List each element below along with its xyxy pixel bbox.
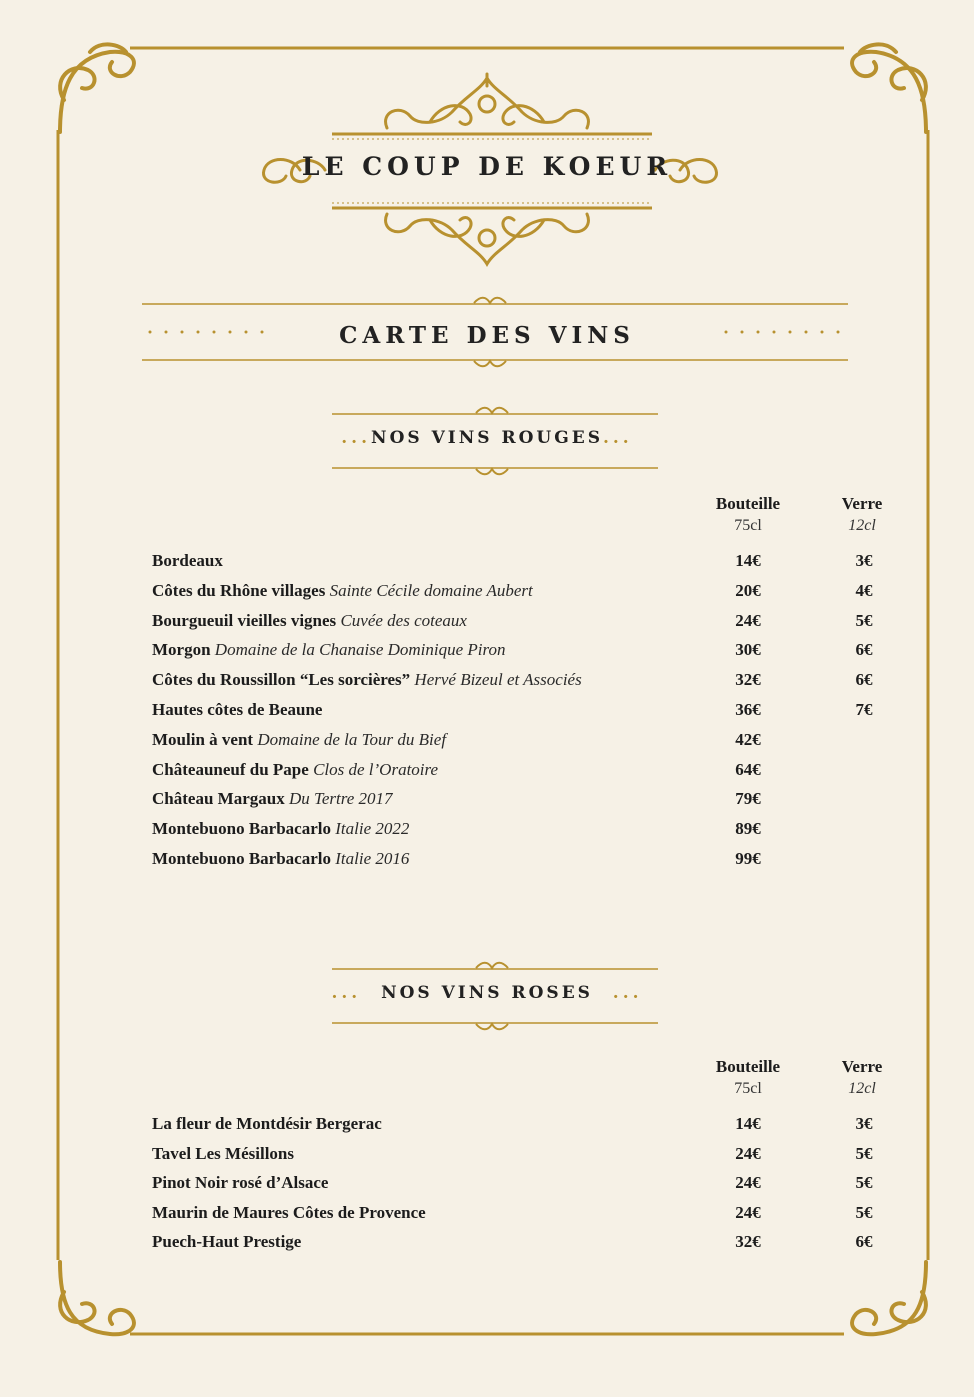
wine-name: Maurin de Maures Côtes de Provence [152, 1202, 426, 1222]
wine-name: Hautes côtes de Beaune [152, 700, 323, 719]
wine-label [152, 814, 409, 844]
wine-name: Moulin à vent [152, 729, 254, 749]
column-header-glass: Verre [841, 494, 883, 513]
wine-row [152, 1227, 892, 1257]
wine-row [152, 1109, 892, 1139]
bottle-price: 99€ [735, 849, 761, 868]
wine-detail: Du Tertre 2017 [288, 789, 393, 809]
wine-detail: Italie 2022 [335, 819, 410, 839]
wine-name: Puech-Haut Prestige [152, 1232, 302, 1251]
column-header-bottle: Bouteille [715, 1057, 781, 1076]
bottle-price: 24€ [735, 1143, 761, 1163]
wine-name: Bourgueuil vieilles vignes [152, 610, 337, 630]
wine-name: La fleur de Montdésir Bergerac [152, 1114, 382, 1133]
restaurant-name: LE COUP DE KOEUR [301, 152, 673, 181]
wine-detail: Cuvée des coteaux [340, 610, 467, 630]
wine-row [152, 844, 892, 874]
wine-label [152, 755, 438, 785]
wine-name: Pinot Noir rosé d’Alsace [152, 1173, 329, 1192]
column-header-bottle: Bouteille [715, 494, 781, 513]
wine-label [152, 1139, 294, 1169]
bottle-price: 24€ [735, 1202, 761, 1222]
wine-row [152, 814, 892, 844]
wine-row [152, 665, 892, 695]
glass-price: 3€ [855, 1114, 873, 1133]
glass-price: 5€ [855, 1202, 873, 1222]
wine-name: Tavel Les Mésillons [152, 1143, 294, 1163]
bottle-price: 64€ [735, 759, 761, 779]
column-header-glass: Verre [841, 1057, 883, 1076]
bottle-price: 14€ [735, 1114, 761, 1133]
wine-label [152, 725, 446, 755]
wine-detail: Domaine de la Tour du Bief [257, 729, 447, 749]
section-title-text: NOS VINS ROUGES [371, 428, 603, 448]
wine-label [152, 635, 506, 665]
wine-row [152, 725, 892, 755]
wine-row [152, 695, 892, 725]
wine-label [152, 1109, 382, 1139]
wine-row [152, 635, 892, 665]
bottle-price: 79€ [735, 789, 761, 809]
wine-label [152, 546, 223, 576]
section-title-rouges [0, 428, 974, 448]
wine-detail: Sainte Cécile domaine Aubert [329, 580, 533, 600]
wine-row [152, 1198, 892, 1228]
wine-row [152, 1139, 892, 1169]
menu-title: CARTE DES VINS [339, 322, 635, 349]
bottle-price: 89€ [735, 819, 761, 839]
wine-label [152, 576, 533, 606]
column-size-bottle: 75cl [734, 1080, 762, 1097]
wine-name: Côtes du Roussillon “Les sorcières” [152, 670, 411, 690]
wine-row [152, 606, 892, 636]
wine-row [152, 546, 892, 576]
wine-row [152, 1168, 892, 1198]
glass-price: 3€ [855, 551, 873, 570]
dot-ornament-icon: ... [602, 428, 633, 448]
section-title-roses [0, 983, 974, 1003]
wine-detail: Clos de l’Oratoire [313, 759, 439, 779]
wine-label [152, 606, 467, 636]
column-size-bottle: 75cl [734, 517, 762, 534]
glass-price: 5€ [855, 1173, 873, 1192]
glass-price: 4€ [855, 580, 873, 600]
dot-ornament-icon: ... [341, 428, 372, 448]
wine-name: Côtes du Rhône villages [152, 580, 326, 600]
bottle-price: 32€ [735, 1232, 761, 1251]
column-size-glass: 12cl [848, 1080, 876, 1097]
wine-label [152, 665, 582, 695]
bottle-price: 14€ [735, 551, 761, 570]
bottle-price: 24€ [735, 610, 761, 630]
wine-row [152, 755, 892, 785]
wine-name: Châteauneuf du Pape [152, 759, 309, 779]
bottle-price: 42€ [735, 729, 761, 749]
glass-price: 5€ [855, 1143, 873, 1163]
wine-name: Château Margaux [152, 789, 285, 809]
glass-price: 7€ [855, 700, 873, 719]
wine-row [152, 576, 892, 606]
wine-label [152, 784, 393, 814]
wine-label [152, 1227, 301, 1257]
bottle-price: 20€ [735, 580, 761, 600]
glass-price: 6€ [855, 670, 873, 690]
wine-label [152, 1198, 426, 1228]
glass-price: 6€ [855, 1232, 873, 1251]
bottle-price: 36€ [735, 700, 761, 719]
wine-label [152, 844, 409, 874]
column-size-glass: 12cl [848, 517, 876, 534]
dot-ornament-icon: ... [592, 983, 643, 1003]
bottle-price: 24€ [735, 1173, 761, 1192]
wine-detail: Hervé Bizeul et Associés [414, 670, 582, 690]
dot-ornament-icon: ... [331, 983, 382, 1003]
wine-label [152, 695, 322, 725]
bottle-price: 30€ [735, 640, 761, 660]
wine-name: Bordeaux [152, 551, 223, 570]
glass-price: 5€ [855, 610, 873, 630]
wine-name: Morgon [152, 640, 211, 660]
wine-detail: Italie 2016 [335, 849, 410, 868]
wine-detail: Domaine de la Chanaise Dominique Piron [214, 640, 506, 660]
wine-name: Montebuono Barbacarlo [152, 819, 331, 839]
wine-label [152, 1168, 328, 1198]
section-title-text: NOS VINS ROSES [381, 983, 593, 1003]
wine-name: Montebuono Barbacarlo [152, 849, 331, 868]
wine-row [152, 784, 892, 814]
glass-price: 6€ [855, 640, 873, 660]
bottle-price: 32€ [735, 670, 761, 690]
